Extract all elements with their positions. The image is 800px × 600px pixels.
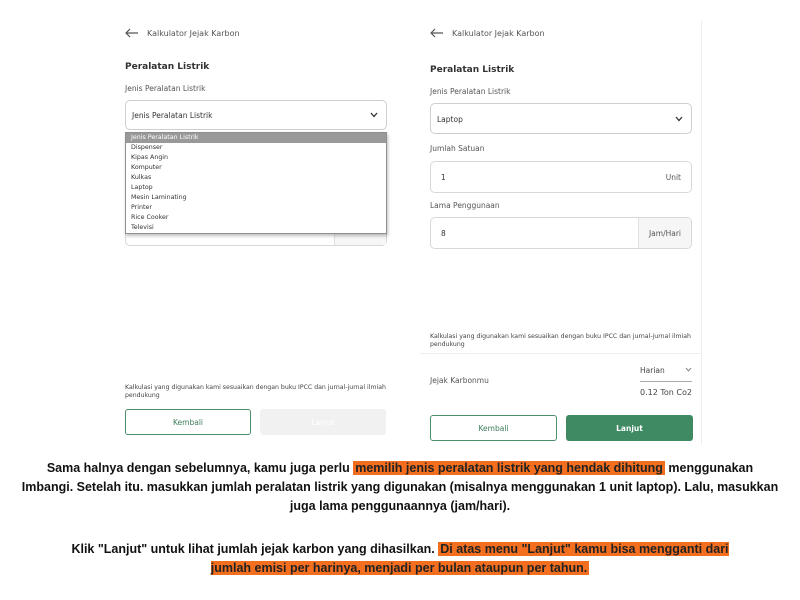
dropdown-option[interactable]: Kulkas (131, 174, 152, 181)
dropdown-option[interactable]: Rice Cooker (131, 214, 169, 221)
next-button[interactable]: Lanjut (566, 415, 693, 441)
dropdown-option[interactable]: Televisi (131, 224, 154, 231)
quantity-input[interactable] (430, 161, 692, 193)
chevron-down-icon (685, 367, 692, 372)
appliance-type-label: Jenis Peralatan Listrik (430, 87, 511, 96)
period-select[interactable] (640, 366, 692, 375)
dropdown-option[interactable]: Mesin Laminating (131, 194, 187, 201)
section-title: Peralatan Listrik (430, 65, 515, 75)
right-screen (420, 20, 702, 445)
appliance-type-select[interactable] (125, 100, 387, 130)
quantity-unit: Unit (656, 162, 691, 192)
appliance-type-selected: Laptop (437, 115, 463, 124)
page-title: Kalkulator Jejak Karbon (147, 28, 240, 38)
instruction-text: menggunakan Imbangi. Setelah itu. masukkan jumlah peralatan listrik yang digunakan (misalnya menggunakan 1 unit laptop). Lalu, masukkan juga lama penggunaannya (jam/hari). (21, 461, 779, 513)
dropdown-option[interactable]: Dispenser (131, 144, 163, 151)
instruction-text: Klik "Lanjut" untuk lihat jumlah jejak karbon yang dihasilkan. (71, 542, 439, 556)
duration-value: 8 (441, 229, 446, 238)
duration-unit: Jam/Hari (638, 218, 691, 248)
back-button[interactable]: Kembali (125, 409, 251, 435)
duration-label: Lama Penggunaan (430, 201, 500, 210)
back-button[interactable]: Kembali (430, 415, 557, 441)
carbon-result-row (420, 353, 702, 408)
section-title: Peralatan Listrik (125, 62, 210, 72)
instruction-highlight: memilih jenis peralatan listrik yang hendak dihitung (355, 461, 663, 475)
instruction-paragraph-2 (20, 540, 780, 578)
dropdown-option[interactable]: Jenis Peralatan Listrik (126, 133, 386, 143)
calculation-note: Kalkulasi yang digunakan kami sesuaikan dengan buku IPCC dan jurnal-jurnal ilmiah pendukung (430, 333, 691, 348)
instruction-highlight: Di atas menu "Lanjut" kamu bisa mengganti dari jumlah emisi per harinya, menjadi per bulan ataupun per tahun. (210, 542, 729, 575)
period-underline (640, 381, 692, 382)
period-selected: Harian (640, 366, 665, 375)
carbon-result-value: 0.12 Ton Co2 (640, 388, 692, 397)
left-header (125, 28, 240, 38)
appliance-type-label: Jenis Peralatan Listrik (125, 84, 206, 93)
instruction-paragraph-1 (20, 459, 780, 516)
back-arrow-icon[interactable] (125, 28, 139, 38)
appliance-dropdown-list[interactable] (125, 132, 387, 234)
chevron-down-icon (675, 116, 683, 122)
quantity-label: Jumlah Satuan (430, 144, 485, 153)
duration-input[interactable] (430, 217, 692, 249)
quantity-value: 1 (441, 173, 446, 182)
appliance-type-select[interactable] (430, 103, 692, 134)
right-header (430, 28, 545, 38)
dropdown-option[interactable]: Laptop (131, 184, 153, 191)
dropdown-option[interactable]: Kipas Angin (131, 154, 169, 161)
left-screen (115, 20, 397, 440)
back-arrow-icon[interactable] (430, 28, 444, 38)
dropdown-option[interactable]: Komputer (131, 164, 162, 171)
carbon-result-label: Jejak Karbonmu (430, 376, 489, 385)
page-title: Kalkulator Jejak Karbon (452, 28, 545, 38)
next-button-disabled[interactable]: Lanjut (260, 409, 386, 435)
dropdown-option[interactable]: Printer (131, 204, 152, 211)
instruction-text: Sama halnya dengan sebelumnya, kamu juga perlu (46, 461, 354, 475)
chevron-down-icon (370, 112, 378, 118)
calculation-note: Kalkulasi yang digunakan kami sesuaikan dengan buku IPCC dan jurnal-jurnal ilmiah pendukung (125, 384, 386, 399)
appliance-type-selected: Jenis Peralatan Listrik (132, 111, 213, 120)
